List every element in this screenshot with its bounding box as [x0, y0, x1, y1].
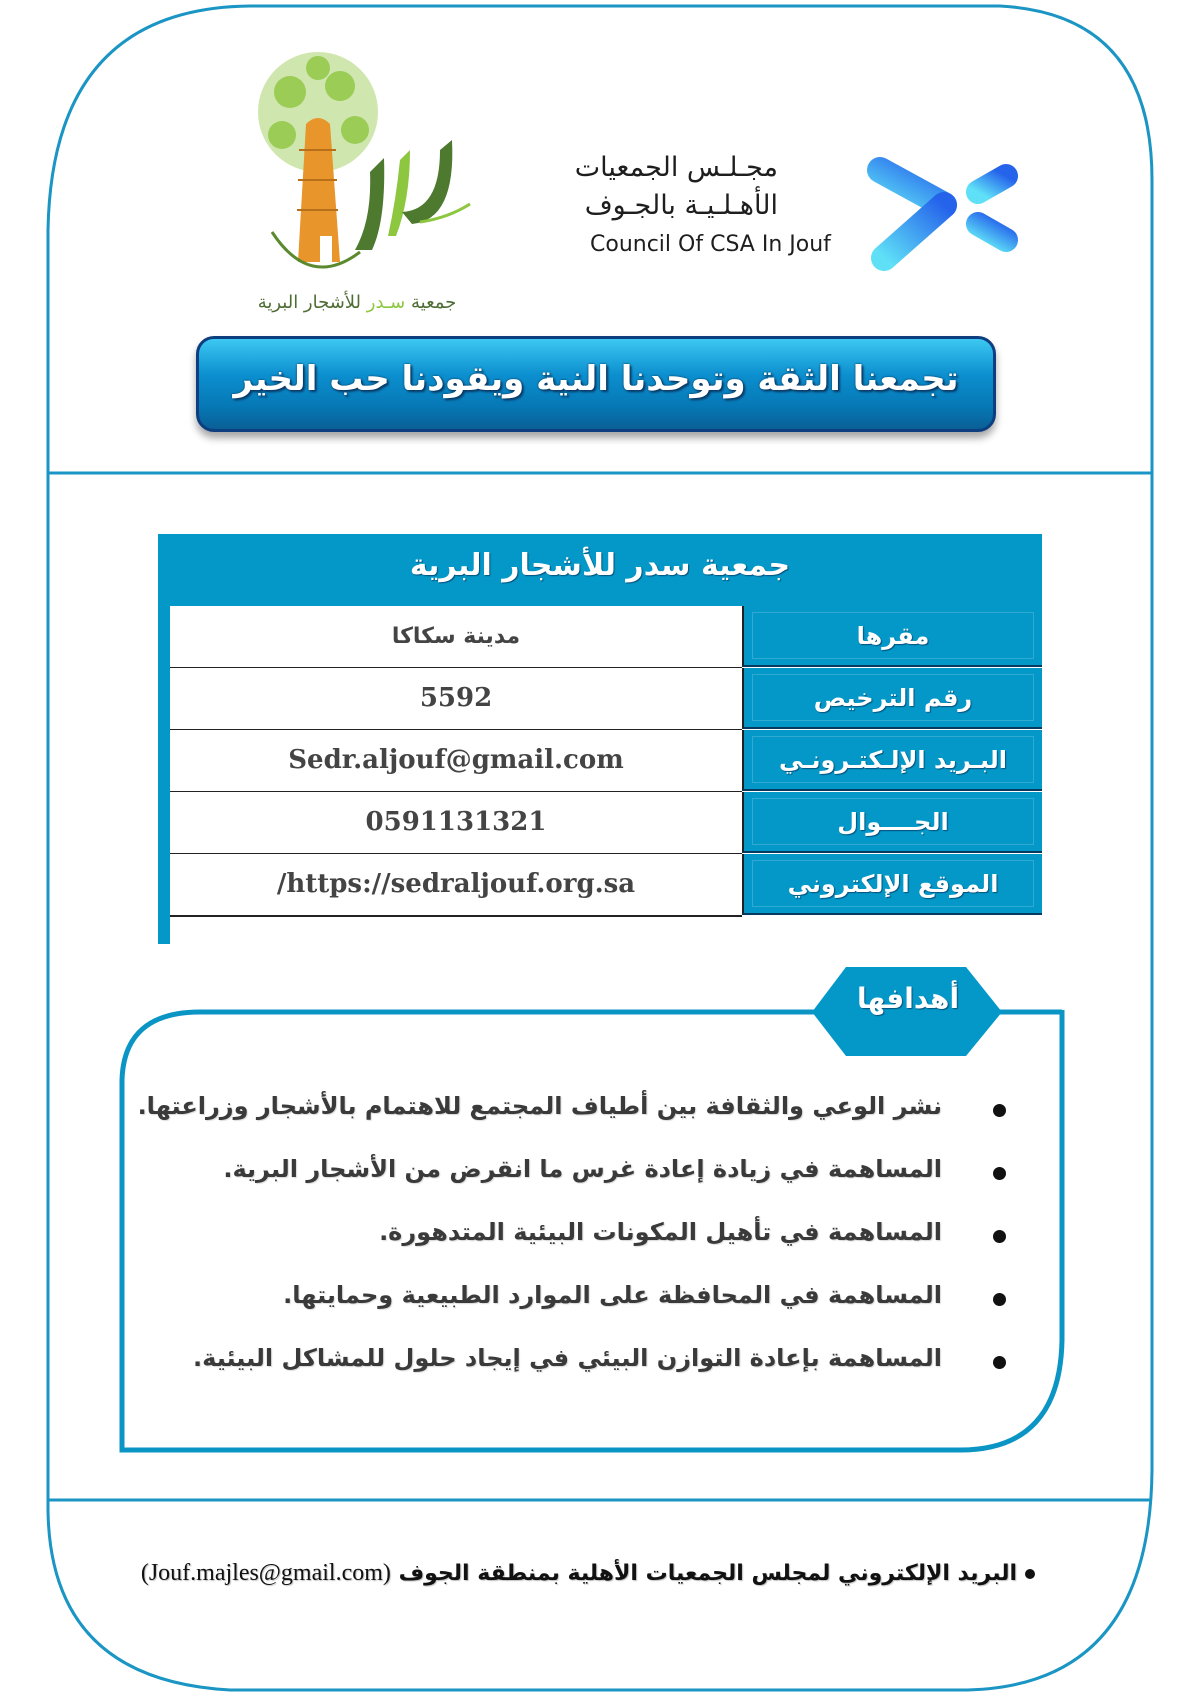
- goal-item: [223, 1155, 1020, 1218]
- mobile-value: 0591131321: [170, 792, 742, 855]
- info-table-title: جمعية سدر للأشجار البرية: [409, 548, 791, 583]
- goal-text: نشر الوعي والثقافة بين أطياف المجتمع للاهتمام بالأشجار وزراعتها.: [137, 1092, 942, 1120]
- csa-logo-english: Council Of CSA In Jouf: [590, 232, 831, 257]
- bullet-icon: [1025, 1569, 1035, 1579]
- website-label-text: الموقع الإلكتروني: [787, 870, 999, 898]
- sedr-logo-icon: [258, 52, 470, 267]
- email-label: [742, 730, 1042, 791]
- goal-item: [137, 1092, 1020, 1155]
- bullet-icon: [993, 1104, 1006, 1117]
- hq-label-text: مقرها: [856, 622, 930, 650]
- goal-item: [230, 1218, 1020, 1281]
- goals-list: [137, 1092, 1020, 1407]
- bullet-icon: [993, 1293, 1006, 1306]
- sedr-logo-caption: [232, 292, 482, 313]
- csa-logo-line2: الأهـلـيـة بالجـوف: [584, 190, 778, 221]
- bullet-icon: [993, 1356, 1006, 1369]
- goal-item: [193, 1344, 1020, 1407]
- bullet-icon: [993, 1230, 1006, 1243]
- goal-text: المساهمة في تأهيل المكونات البيئية المتدهورة.: [379, 1218, 942, 1246]
- slogan-text: تجمعنا الثقة وتوحدنا النية ويقودنا حب الخير: [233, 359, 959, 399]
- license-label: [742, 668, 1042, 729]
- goal-item: [230, 1281, 1020, 1344]
- license-label-text: رقم الترخيص: [813, 684, 973, 712]
- footer-email[interactable]: (Jouf.majles@gmail.com): [140, 1560, 391, 1586]
- slogan-banner: [196, 336, 996, 432]
- bullet-icon: [993, 1167, 1006, 1180]
- table-row: [170, 606, 1042, 668]
- website-value[interactable]: /https://sedraljouf.org.sa: [170, 854, 742, 917]
- table-row: [170, 668, 1042, 730]
- license-value: 5592: [170, 668, 742, 731]
- hq-label: [742, 606, 1042, 667]
- goal-text: المساهمة في المحافظة على الموارد الطبيعية وحمايتها.: [283, 1281, 942, 1309]
- footer-label: البريد الإلكتروني لمجلس الجمعيات الأهلية بمنطقة الجوف: [398, 1561, 1017, 1586]
- email-value[interactable]: Sedr.aljouf@gmail.com: [170, 730, 742, 793]
- mobile-label-text: الجــــوال: [837, 808, 949, 836]
- table-row: [170, 854, 1042, 916]
- table-row: [170, 792, 1042, 854]
- sedr-caption-part1: جمعية: [411, 292, 457, 313]
- mobile-label: [742, 792, 1042, 853]
- sedr-caption-accent: سـدر: [366, 292, 406, 313]
- sedr-caption-part2: للأشجار البرية: [257, 292, 362, 313]
- csa-logo-line1: مجـلـس الجمعيات: [574, 152, 778, 183]
- info-table-header: [158, 534, 1042, 606]
- csa-logo-icon: [880, 132, 1006, 282]
- goal-text: المساهمة بإعادة التوازن البيئي في إيجاد حلول للمشاكل البيئية.: [193, 1344, 942, 1372]
- footer-contact: [140, 1560, 1035, 1587]
- website-label: [742, 854, 1042, 915]
- goals-title: أهدافها: [856, 982, 960, 1015]
- table-row: [170, 730, 1042, 792]
- goal-text: المساهمة في زيادة إعادة غرس ما انقرض من الأشجار البرية.: [223, 1155, 942, 1183]
- email-label-text: البـريد الإلـكتـرونـي: [778, 746, 1007, 774]
- hq-value: مدينة سكاكا: [170, 606, 742, 669]
